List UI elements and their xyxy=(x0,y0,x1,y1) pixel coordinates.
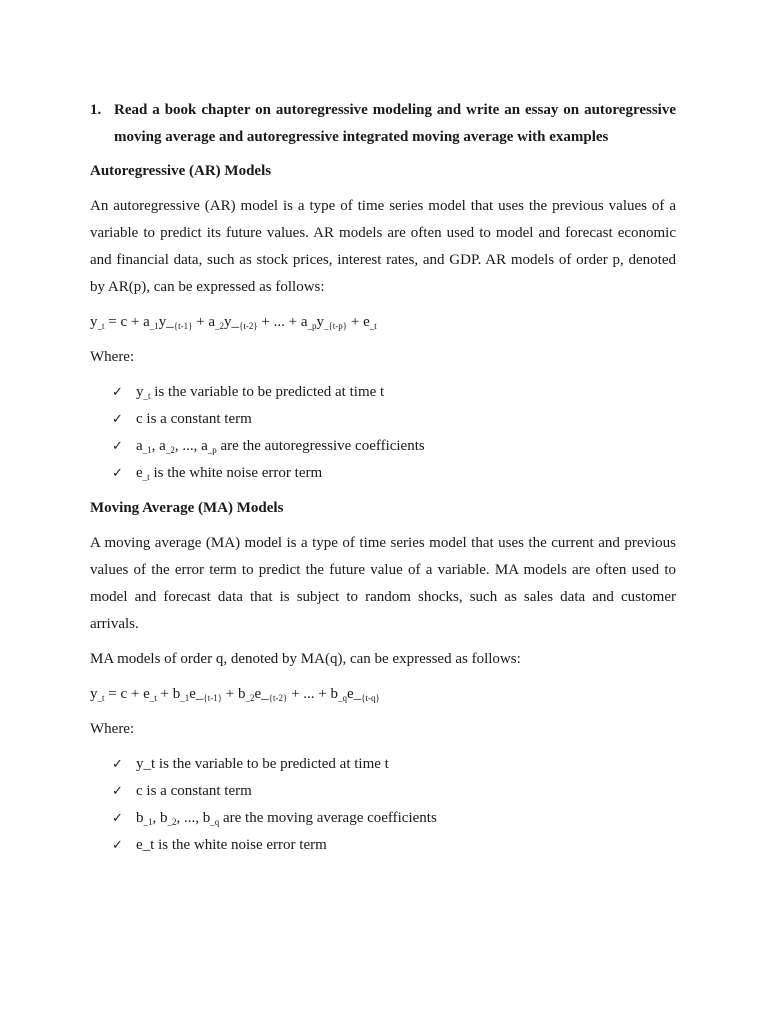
list-item: ✓ e_t is the white noise error term xyxy=(112,832,676,859)
checkmark-icon: ✓ xyxy=(112,811,123,826)
checkmark-icon: ✓ xyxy=(112,385,123,400)
ma-where-label: Where: xyxy=(90,721,135,737)
list-item: ✓ $y_{\_t}$ is the variable to be predicted at time t xyxy=(112,379,676,406)
ma-definition-list xyxy=(90,751,676,859)
checkmark-icon: ✓ xyxy=(112,412,123,427)
ar-paragraph: An autoregressive (AR) model is a type of time series model that uses the previous values of a variable to predict its future values. AR models are often used to model and forecast economic and financial data, such as stock prices, interest rates, and GDP. AR models of order p, denoted by AR(p), can be expressed as follows: xyxy=(90,198,676,295)
ar-definition-list xyxy=(90,379,676,487)
question-item xyxy=(90,97,676,151)
list-item: ✓ c is a constant term xyxy=(112,406,676,433)
ma-paragraph: A moving average (MA) model is a type of time series model that uses the current and previous values of the error term to predict the future value of a variable. MA models are often used to model and forecast data that is subject to random shocks, such as sales data and customer arrivals. xyxy=(90,535,676,632)
ma-order-paragraph: MA models of order q, denoted by MA(q), can be expressed as follows: xyxy=(90,651,521,667)
list-item: ✓ $a_{\_1}$, $a_{\_2}$, ..., $a_{\_p}$ are the autoregressive coefficients xyxy=(112,433,676,460)
ma-heading: Moving Average (MA) Models xyxy=(90,500,284,516)
list-item: ✓ $b_{\_1}$, $b_{\_2}$, ..., $b_{\_q}$ are the moving average coefficients xyxy=(112,805,676,832)
list-item: ✓ y_t is the variable to be predicted at time t xyxy=(112,751,676,778)
list-item: ✓ $e_{\_t}$ is the white noise error term xyxy=(112,460,676,487)
checkmark-icon: ✓ xyxy=(112,757,123,772)
ar-heading: Autoregressive (AR) Models xyxy=(90,163,272,179)
ma-formula: $y_{\_t} = c + e_{\_t}$ + $b_{\_1}e\__{\{t-1\}}$ + $b_{\_2}e\__{\{t-2\}}$ + ... + $b_{\_q}e\__{\{t-q\}}$ xyxy=(90,686,380,703)
ar-formula: $y_{\_t} = c$ + $a_{\_1}y\__{\{t-1\}}$ + $a_{\_2}y\__{\{t-2\}}$ + ... + $a_{\_p}y_{\_\{t-p\}} + e_{\_t}$ xyxy=(90,314,377,331)
question-text: Read a book chapter on autoregressive modeling and write an essay on autoregressive moving average and autoregressive integrated moving average with examples xyxy=(114,102,676,145)
checkmark-icon: ✓ xyxy=(112,838,123,853)
question-number: 1. xyxy=(90,102,102,118)
document-body xyxy=(90,97,676,867)
checkmark-icon: ✓ xyxy=(112,466,123,481)
checkmark-icon: ✓ xyxy=(112,439,123,454)
list-item: ✓ c is a constant term xyxy=(112,778,676,805)
ar-where-label: Where: xyxy=(90,349,135,365)
checkmark-icon: ✓ xyxy=(112,784,123,799)
